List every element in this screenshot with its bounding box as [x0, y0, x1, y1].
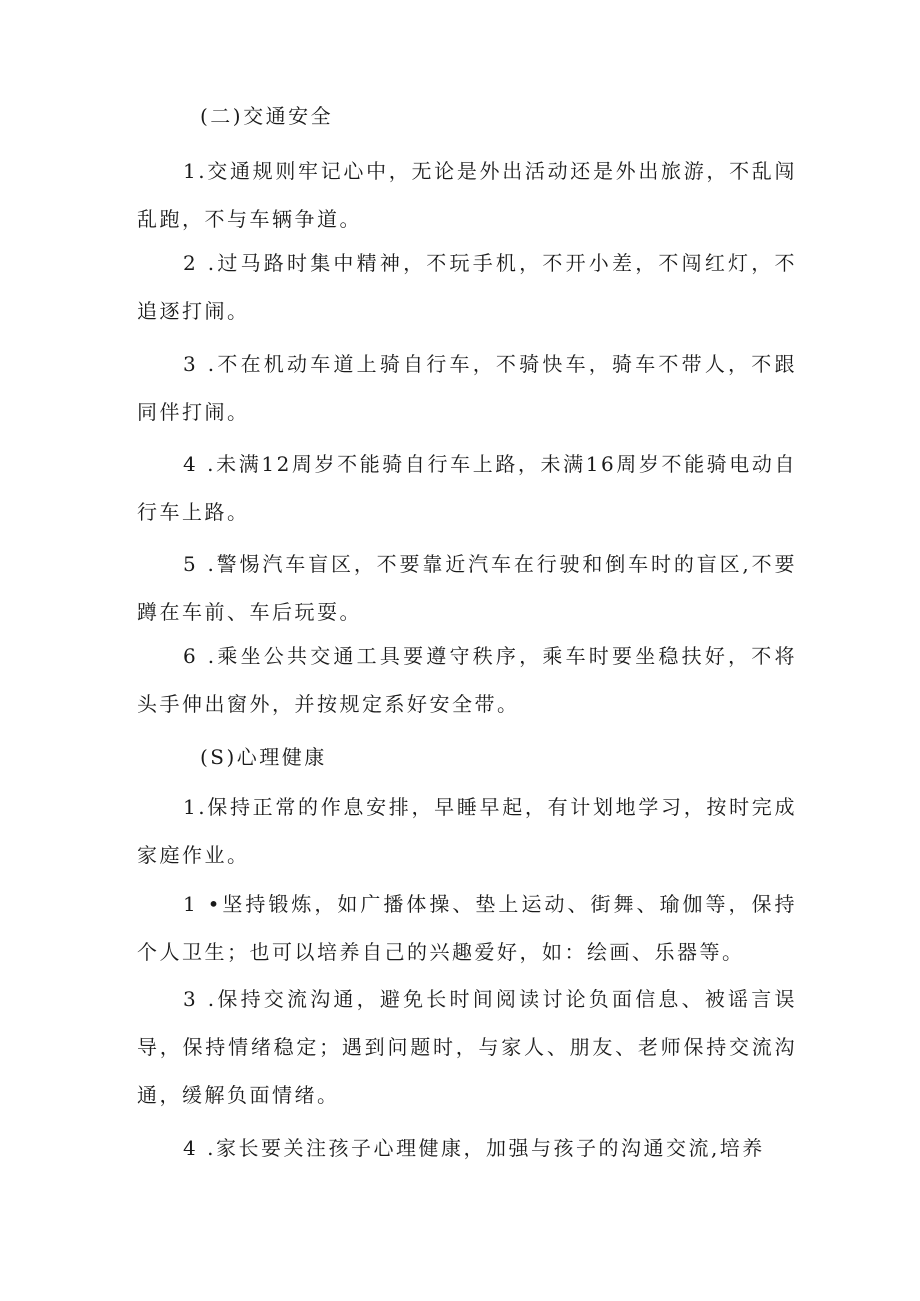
paragraph-traffic-1: 1.交通规则牢记心中，无论是外出活动还是外出旅游，不乱闯乱跑，不与车辆争道。	[137, 159, 797, 231]
paragraph-traffic-6: 6 .乘坐公共交通工具要遵守秩序，乘车时要坐稳扶好，不将头手伸出窗外，并按规定系好安全带。	[137, 644, 797, 716]
paragraph-mental-4: 4 .家长要关注孩子心理健康，加强与孩子的沟通交流,培养	[183, 1136, 765, 1160]
paragraph-traffic-3: 3 .不在机动车道上骑自行车，不骑快车，骑车不带人，不跟同伴打闹。	[137, 352, 797, 424]
paragraph-mental-1: 1.保持正常的作息安排，早睡早起，有计划地学习，按时完成家庭作业。	[137, 795, 797, 867]
section-heading-traffic-safety: (二)交通安全	[200, 104, 334, 128]
paragraph-mental-2: 1 •坚持锻炼，如广播体操、垫上运动、街舞、瑜伽等，保持个人卫生；也可以培养自己的兴趣爱好，如：绘画、乐器等。	[137, 892, 797, 964]
paragraph-traffic-4: 4 .未满12周岁不能骑自行车上路，未满16周岁不能骑电动自行车上路。	[137, 452, 797, 524]
paragraph-mental-3: 3 .保持交流沟通，避免长时间阅读讨论负面信息、被谣言误导，保持情绪稳定；遇到问题时，与家人、朋友、老师保持交流沟通，缓解负面情绪。	[137, 987, 797, 1107]
section-heading-mental-health: (S)心理健康	[200, 745, 327, 769]
paragraph-traffic-2: 2 .过马路时集中精神，不玩手机，不开小差，不闯红灯，不追逐打闹。	[137, 251, 797, 323]
paragraph-traffic-5: 5 .警惕汽车盲区，不要靠近汽车在行驶和倒车时的盲区,不要蹲在车前、车后玩耍。	[137, 552, 797, 624]
